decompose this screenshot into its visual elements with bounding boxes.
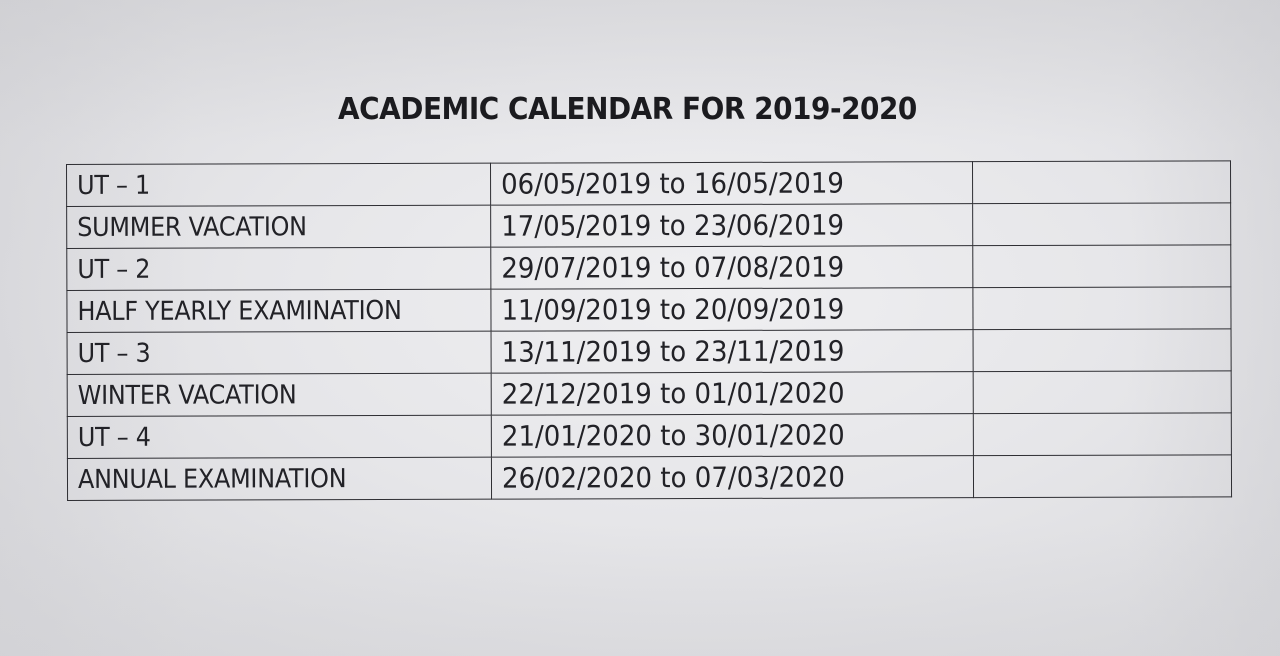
dates-cell <box>491 288 973 332</box>
event-cell <box>67 289 491 332</box>
dates-cell <box>491 246 973 290</box>
table-row <box>67 161 1231 207</box>
event-label: HALF YEARLY EXAMINATION <box>77 295 402 327</box>
date-range: 21/01/2020 to 30/01/2020 <box>501 418 845 453</box>
date-range: 11/09/2019 to 20/09/2019 <box>501 292 845 327</box>
event-cell <box>67 205 491 248</box>
dates-cell <box>490 162 972 206</box>
dates-cell <box>491 204 973 248</box>
date-range: 06/05/2019 to 16/05/2019 <box>501 166 844 201</box>
dates-cell <box>491 456 973 500</box>
event-label: UT – 2 <box>77 254 151 285</box>
blank-cell <box>973 329 1231 372</box>
date-range: 13/11/2019 to 23/11/2019 <box>501 334 845 369</box>
dates-cell <box>491 372 973 416</box>
event-cell <box>67 247 491 290</box>
table-row <box>67 245 1231 291</box>
table-row <box>67 329 1231 375</box>
document-title: ACADEMIC CALENDAR FOR 2019-2020 <box>338 92 917 127</box>
blank-cell <box>973 413 1231 456</box>
dates-cell <box>491 330 973 374</box>
calendar-table <box>66 160 1232 501</box>
event-label: UT – 4 <box>77 422 151 453</box>
table-row <box>67 413 1231 459</box>
event-cell <box>67 331 491 374</box>
event-label: WINTER VACATION <box>77 379 297 411</box>
blank-cell <box>973 287 1231 330</box>
blank-cell <box>973 371 1231 414</box>
event-label: SUMMER VACATION <box>77 211 307 243</box>
date-range: 29/07/2019 to 07/08/2019 <box>501 250 845 285</box>
date-range: 22/12/2019 to 01/01/2020 <box>501 376 845 411</box>
event-label: ANNUAL EXAMINATION <box>77 463 347 495</box>
dates-cell <box>491 414 973 458</box>
event-cell <box>67 457 491 500</box>
table-row <box>67 371 1231 417</box>
event-label: UT – 3 <box>77 338 151 369</box>
date-range: 26/02/2020 to 07/03/2020 <box>501 460 845 495</box>
blank-cell <box>973 455 1231 498</box>
date-range: 17/05/2019 to 23/06/2019 <box>501 208 845 243</box>
event-label: UT – 1 <box>77 170 150 201</box>
table-row <box>67 455 1231 501</box>
table-row <box>67 203 1231 249</box>
event-cell <box>67 163 491 206</box>
event-cell <box>67 373 491 416</box>
blank-cell <box>972 161 1230 204</box>
blank-cell <box>973 203 1231 246</box>
event-cell <box>67 415 491 458</box>
blank-cell <box>973 245 1231 288</box>
table-row <box>67 287 1231 333</box>
